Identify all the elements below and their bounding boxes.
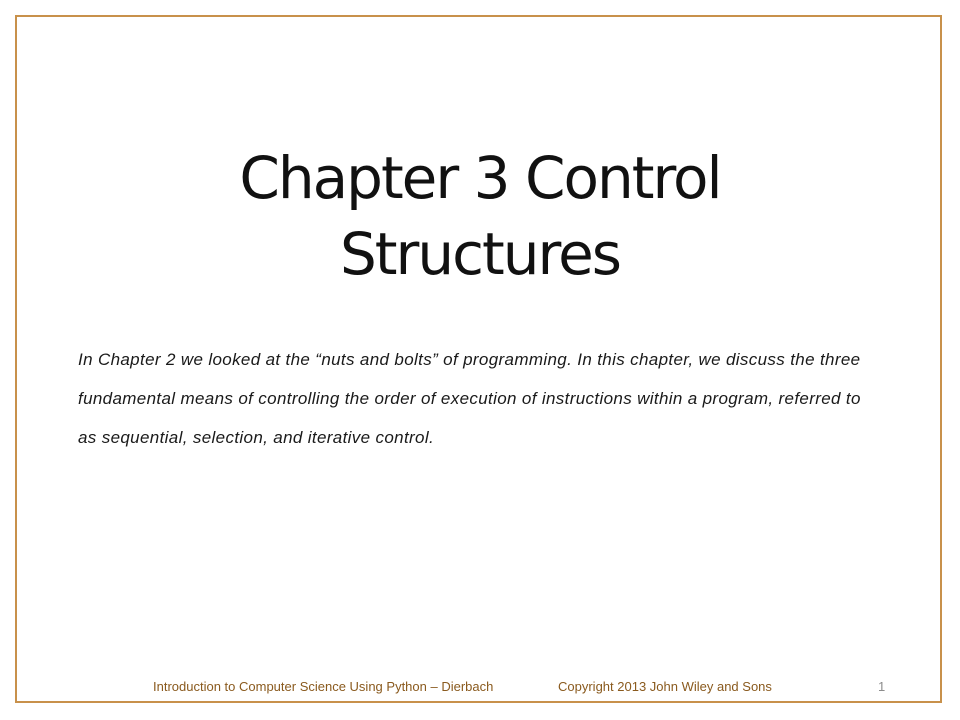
footer-copyright: Copyright 2013 John Wiley and Sons xyxy=(558,679,772,694)
slide-body-text: In Chapter 2 we looked at the “nuts and bolts” of programming. In this chapter, we discuss the three fundamental means of controlling the order of execution of instructions within a program, referred to as sequential, selection, and iterative control. xyxy=(78,350,861,447)
page-number: 1 xyxy=(878,679,886,694)
footer-book-title: Introduction to Computer Science Using Python – Dierbach xyxy=(153,679,494,694)
slide-title: Chapter 3 Control Structures xyxy=(239,144,721,288)
